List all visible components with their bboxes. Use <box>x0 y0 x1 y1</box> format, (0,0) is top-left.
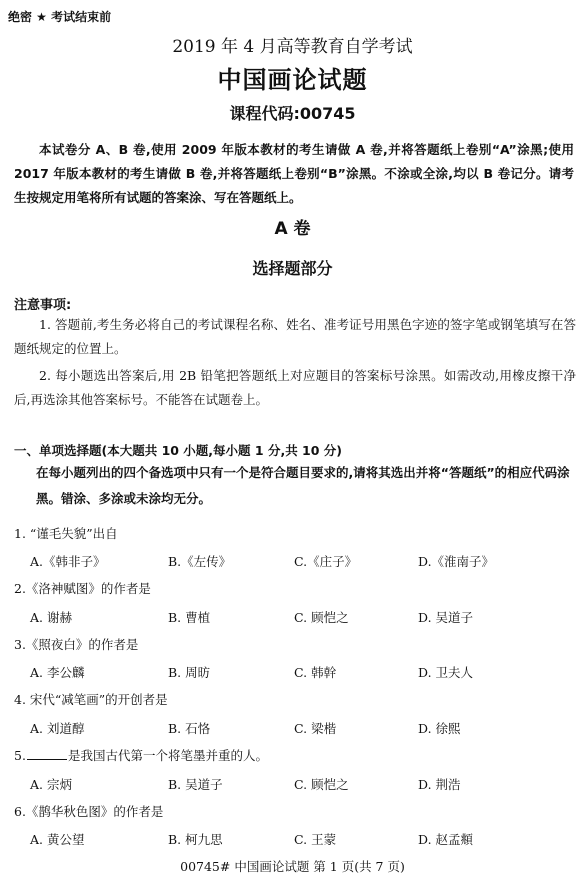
question-2-option-a: A. 谢赫 <box>30 610 72 625</box>
question-4-option-b: B. 石恪 <box>168 721 211 736</box>
answer-blank <box>27 748 67 760</box>
question-5-stem <box>14 746 268 764</box>
note-item-2: 2. 每小题选出答案后,用 2B 铅笔把答题纸上对应题目的答案标号涂黑。如需改动,用橡皮擦干净后,再选涂其他答案标号。不能答在试题卷上。 <box>14 368 576 407</box>
exam-title: 2019 年 4 月高等教育自学考试 <box>172 37 413 57</box>
section-heading: 一、单项选择题(本大题共 10 小题,每小题 1 分,共 10 分) <box>14 443 343 458</box>
question-5-option-b: B. 吴道子 <box>168 777 223 792</box>
question-2-option-c: C. 顾恺之 <box>294 610 349 625</box>
question-1-option-c: C.《庄子》 <box>294 554 358 569</box>
question-3-option-b: B. 周昉 <box>168 665 211 680</box>
question-1-option-b: B.《左传》 <box>168 554 232 569</box>
question-2-stem: 2.《洛神赋图》的作者是 <box>14 581 151 596</box>
question-5-option-a: A. 宗炳 <box>30 777 72 792</box>
question-5-option-c: C. 顾恺之 <box>294 777 349 792</box>
note-item-1: 1. 答题前,考生务必将自己的考试课程名称、姓名、准考证号用黑色字迹的签字笔或钢笔填写在答题纸规定的位置上。 <box>14 317 576 356</box>
paper-title: 中国画论试题 <box>217 66 368 94</box>
question-1-option-d: D.《淮南子》 <box>418 554 495 569</box>
question-6-option-c: C. 王蒙 <box>294 832 337 847</box>
question-4-option-d: D. 徐熙 <box>418 721 461 736</box>
question-4-option-c: C. 梁楷 <box>294 721 337 736</box>
question-1-stem: 1. “谨毛失貌”出自 <box>14 526 118 541</box>
volume-label: A 卷 <box>274 219 311 239</box>
question-6-option-b: B. 柯九思 <box>168 832 223 847</box>
course-code: 课程代码:00745 <box>229 104 356 123</box>
question-3-option-c: C. 韩幹 <box>294 665 337 680</box>
intro-paragraph: 本试卷分 A、B 卷,使用 2009 年版本教材的考生请做 A 卷,并将答题纸上卷别“A”涂黑;使用 2017 年版本教材的考生请做 B 卷,并将答题纸上卷别“B”涂黑。不涂或全涂,均以 B 卷记分。请考生按规定用笔将所有试题的答案涂、写在答题纸上。 <box>14 142 574 205</box>
confidential-label: 绝密 ★ 考试结束前 <box>8 10 112 24</box>
section-description: 在每小题列出的四个备选项中只有一个是符合题目要求的,请将其选出并将“答题纸”的相应代码涂黑。错涂、多涂或未涂均无分。 <box>36 465 570 506</box>
question-2-option-b: B. 曹植 <box>168 610 211 625</box>
question-3-stem: 3.《照夜白》的作者是 <box>14 637 139 652</box>
question-6-option-d: D. 赵孟頫 <box>418 832 474 847</box>
notes-heading: 注意事项: <box>14 298 72 313</box>
page-footer: 00745# 中国画论试题 第 1 页(共 7 页) <box>180 859 405 874</box>
question-1-option-a: A.《韩非子》 <box>30 554 106 569</box>
question-6-option-a: A. 黄公望 <box>30 832 85 847</box>
question-5-option-d: D. 荆浩 <box>418 777 461 792</box>
question-3-option-a: A. 李公麟 <box>30 665 85 680</box>
question-4-option-a: A. 刘道醇 <box>30 721 85 736</box>
question-5-text: 是我国古代第一个将笔墨并重的人。 <box>67 748 268 763</box>
question-2-option-d: D. 吴道子 <box>418 610 474 625</box>
question-6-stem: 6.《鹊华秋色图》的作者是 <box>14 804 164 819</box>
question-4-stem: 4. 宋代“减笔画”的开创者是 <box>14 692 168 707</box>
part-heading: 选择题部分 <box>252 259 333 278</box>
question-3-option-d: D. 卫夫人 <box>418 665 474 680</box>
question-5-number: 5. <box>14 748 26 763</box>
